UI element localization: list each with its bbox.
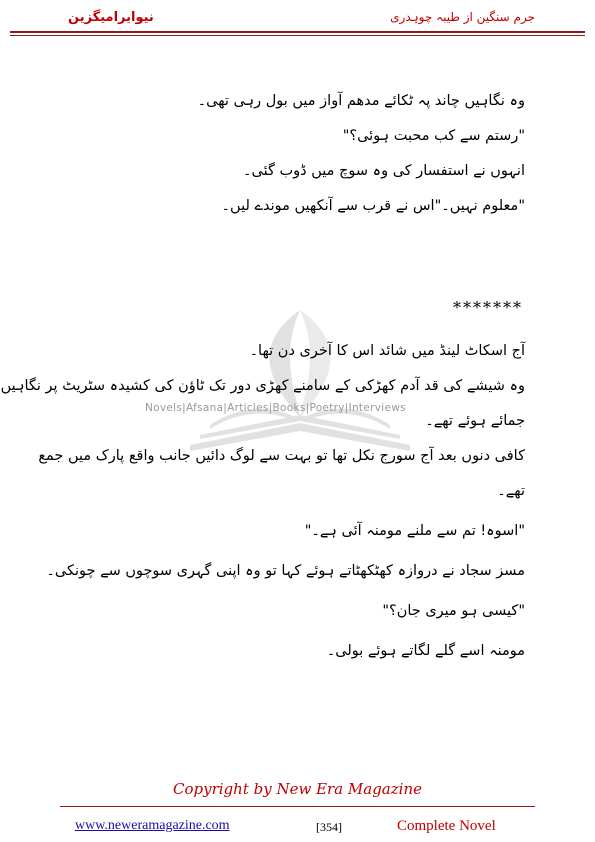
paragraph-line: وہ شیشے کی قد آدم کھڑکی کے سامنے کھڑی دور تک ٹاؤن کی کشیدہ سٹریٹ پر نگاہیں: [0, 378, 525, 394]
section-separator: *******: [453, 298, 523, 317]
copyright-notice: Copyright by New Era Magazine: [173, 780, 422, 798]
paragraph-line: جمائے ہوئے تھے۔: [425, 413, 525, 429]
watermark-tagline: Novels|Afsana|Articles|Books|Poetry|Interviews: [145, 402, 406, 414]
paragraph-line: مسز سجاد نے دروازہ کھٹکھٹاتے ہوئے کہا تو وہ اپنی گہری سوچوں سے چونکی۔: [46, 563, 525, 579]
complete-novel-label: Complete Novel: [397, 818, 496, 834]
paragraph-line: تھے۔: [497, 483, 525, 499]
footer-divider: [60, 806, 535, 807]
page-number: [354]: [316, 820, 342, 834]
paragraph-line: وہ نگاہیں چاند پہ ٹکائے مدھم آواز میں بول رہی تھی۔: [197, 93, 525, 109]
paragraph-line: "رستم سے کب محبت ہوئی؟": [342, 128, 525, 144]
paragraph-line: "کیسی ہو میری جان؟": [382, 603, 525, 619]
paragraph-line: آج اسکاٹ لینڈ میں شائد اس کا آخری دن تھا۔: [249, 343, 525, 359]
magazine-name: نیوایرامیگزین: [68, 10, 154, 25]
paragraph-line: "معلوم نہیں۔"اس نے قرب سے آنکھیں موندے لیں۔: [221, 198, 525, 214]
paragraph-line: "اسوہ! تم سے ملنے مومنہ آئی ہے۔": [304, 523, 525, 539]
novel-title: جرم سنگین از طیبہ چوہدری: [390, 10, 535, 24]
paragraph-line: انہوں نے استفسار کی وہ سوچ میں ڈوب گئی۔: [243, 163, 525, 179]
paragraph-line: کافی دنوں بعد آج سورج نکل تھا تو بہت سے لوگ دائیں جانب واقع پارک میں جمع: [38, 448, 525, 464]
paragraph-line: مومنہ اسے گلے لگاتے ہوئے بولی۔: [326, 643, 525, 659]
website-link[interactable]: www.neweramagazine.com: [75, 818, 230, 833]
